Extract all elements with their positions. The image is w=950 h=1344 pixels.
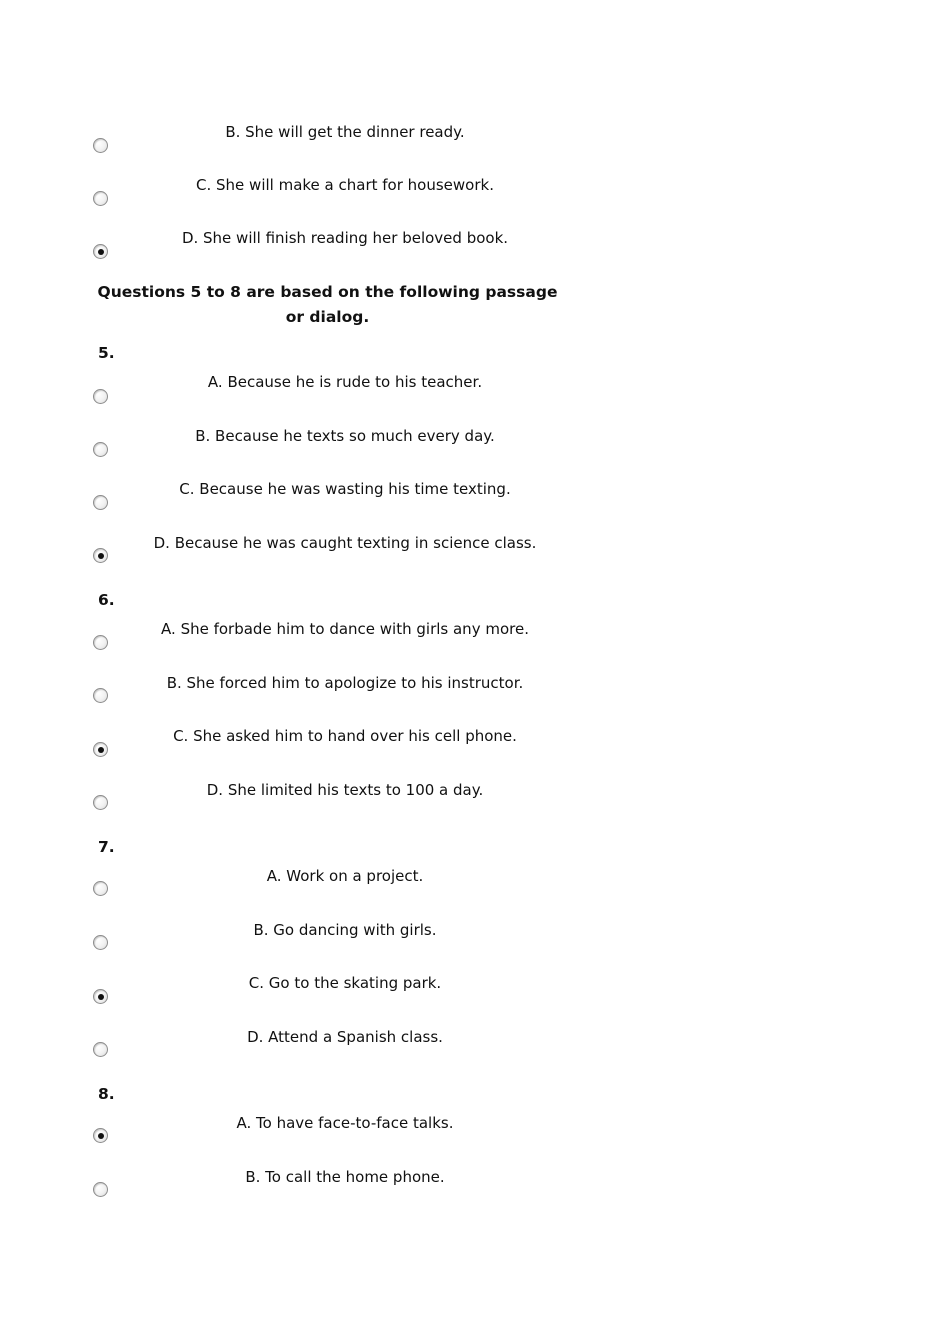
q8-option-a[interactable] xyxy=(0,1112,950,1152)
option-label: B. To call the home phone. xyxy=(245,1168,445,1186)
q5-option-d[interactable] xyxy=(0,532,950,572)
q8-option-b[interactable] xyxy=(0,1166,950,1206)
option-label: C. She will make a chart for housework. xyxy=(196,176,494,194)
q6-option-a[interactable] xyxy=(0,618,950,658)
radio-button[interactable] xyxy=(93,191,108,206)
q4-option-b[interactable] xyxy=(0,120,950,160)
radio-button[interactable] xyxy=(93,442,108,457)
option-label: C. She asked him to hand over his cell phone. xyxy=(173,727,517,745)
question-number: 5. xyxy=(98,344,115,362)
q6-option-b[interactable] xyxy=(0,672,950,712)
option-label: D. Because he was caught texting in science class. xyxy=(153,534,537,552)
radio-button[interactable] xyxy=(93,138,108,153)
radio-button[interactable] xyxy=(93,1042,108,1057)
option-label: B. Go dancing with girls. xyxy=(253,921,437,939)
question-number: 6. xyxy=(98,591,115,609)
option-label: D. She limited his texts to 100 a day. xyxy=(206,781,484,799)
question-number: 8. xyxy=(98,1085,115,1103)
option-label: A. She forbade him to dance with girls any more. xyxy=(161,620,529,638)
q4-option-d[interactable] xyxy=(0,228,950,268)
q7-option-a[interactable] xyxy=(0,865,950,905)
radio-button[interactable] xyxy=(93,1128,108,1143)
q5-option-b[interactable] xyxy=(0,425,950,465)
q4-option-c[interactable] xyxy=(0,174,950,214)
option-label: B. Because he texts so much every day. xyxy=(195,427,495,445)
radio-button[interactable] xyxy=(93,742,108,757)
radio-button[interactable] xyxy=(93,989,108,1004)
option-label: A. To have face-to-face talks. xyxy=(236,1114,454,1132)
option-label: B. She forced him to apologize to his instructor. xyxy=(166,674,524,692)
q7-option-d[interactable] xyxy=(0,1026,950,1066)
radio-button[interactable] xyxy=(93,881,108,896)
option-label: A. Work on a project. xyxy=(266,867,424,885)
radio-button[interactable] xyxy=(93,495,108,510)
radio-button[interactable] xyxy=(93,389,108,404)
option-label: D. Attend a Spanish class. xyxy=(247,1028,443,1046)
radio-button[interactable] xyxy=(93,244,108,259)
q7-option-c[interactable] xyxy=(0,972,950,1012)
q6-option-d[interactable] xyxy=(0,779,950,819)
option-label: A. Because he is rude to his teacher. xyxy=(207,373,483,391)
radio-button[interactable] xyxy=(93,795,108,810)
radio-button[interactable] xyxy=(93,1182,108,1197)
passage-heading: Questions 5 to 8 are based on the following passage or dialog. xyxy=(97,283,558,326)
option-label: D. She will finish reading her beloved book. xyxy=(181,229,509,247)
question-number: 7. xyxy=(98,838,115,856)
radio-button[interactable] xyxy=(93,548,108,563)
option-label: B. She will get the dinner ready. xyxy=(225,123,465,141)
option-label: C. Go to the skating park. xyxy=(248,974,442,992)
q6-option-c[interactable] xyxy=(0,725,950,765)
option-label: C. Because he was wasting his time texting. xyxy=(179,480,511,498)
radio-button[interactable] xyxy=(93,688,108,703)
q5-option-a[interactable] xyxy=(0,371,950,411)
radio-button[interactable] xyxy=(93,935,108,950)
q7-option-b[interactable] xyxy=(0,919,950,959)
q5-option-c[interactable] xyxy=(0,478,950,518)
radio-button[interactable] xyxy=(93,635,108,650)
